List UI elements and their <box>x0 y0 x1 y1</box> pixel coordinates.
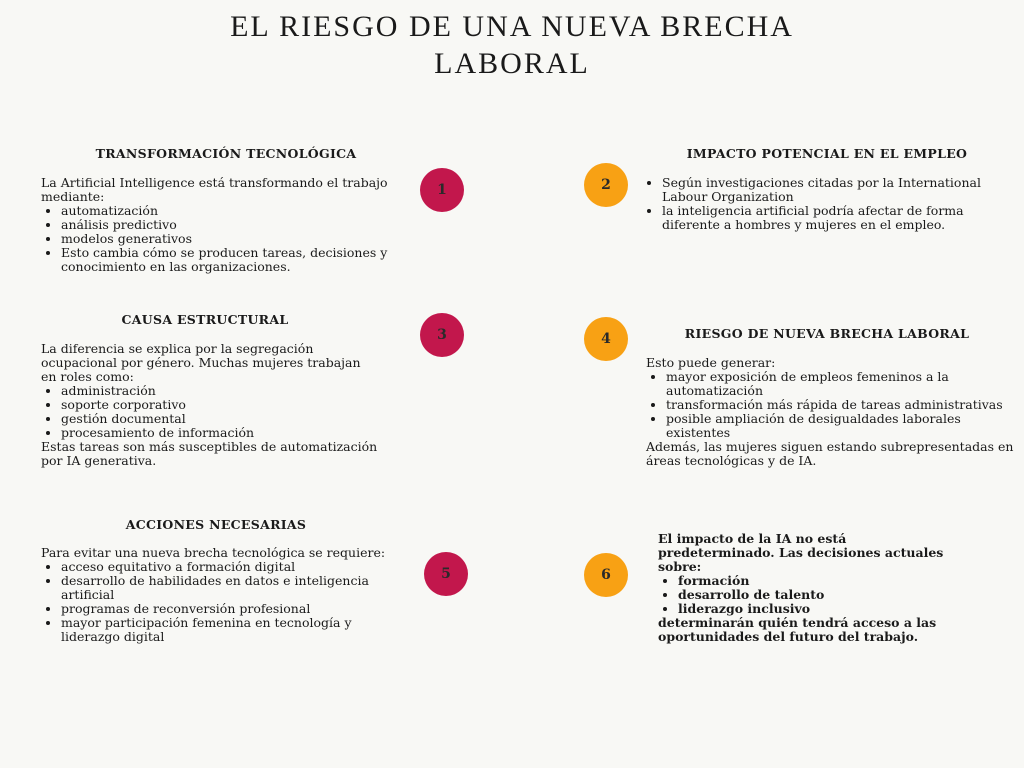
step-badge-3: 3 <box>420 313 464 357</box>
section-1-list <box>41 204 401 274</box>
list-item: • Según investigaciones citadas por la International Labour Organization <box>662 176 1002 204</box>
section-6-intro: El impacto de la IA no está predeterminado. Las decisiones actuales sobre: <box>658 531 944 574</box>
list-item: • desarrollo de habilidades en datos e inteligencia artificial <box>61 574 395 602</box>
section-6-list <box>658 574 958 616</box>
section-4-outro: Además, las mujeres siguen estando subrepresentadas en áreas tecnológicas y de IA. <box>646 439 1014 468</box>
section-1-body <box>41 176 401 274</box>
section-2-body <box>642 176 1002 232</box>
section-3-outro: Estas tareas son más susceptibles de automatización por IA generativa. <box>41 439 378 468</box>
list-item: • la inteligencia artificial podría afectar de forma diferente a hombres y mujeres en el empleo. <box>662 204 1002 232</box>
step-badge-1: 1 <box>420 168 464 212</box>
section-6-body <box>658 532 958 644</box>
list-item: • mayor participación femenina en tecnología y liderazgo digital <box>61 616 395 644</box>
step-badge-6: 6 <box>584 553 628 597</box>
step-badge-4: 4 <box>584 317 628 361</box>
section-3-body <box>41 342 379 468</box>
section-4-body <box>646 356 1014 468</box>
section-3-intro: La diferencia se explica por la segregación ocupacional por género. Muchas mujeres trabajan en roles como: <box>41 341 361 384</box>
section-2-list <box>642 176 1002 232</box>
step-badge-5: 5 <box>424 552 468 596</box>
section-5-list <box>41 560 395 644</box>
section-3-heading: CAUSA ESTRUCTURAL <box>121 312 289 327</box>
list-item: • liderazgo inclusivo <box>678 602 958 616</box>
list-item: • desarrollo de talento <box>678 588 958 602</box>
list-item: • automatización <box>61 204 401 218</box>
section-5-intro: Para evitar una nueva brecha tecnológica se requiere: <box>41 545 386 560</box>
list-item: • programas de reconversión profesional <box>61 602 395 616</box>
list-item: • procesamiento de información <box>61 426 379 440</box>
section-4-heading: RIESGO DE NUEVA BRECHA LABORAL <box>684 326 970 341</box>
section-6-outro: determinarán quién tendrá acceso a las oportunidades del futuro del trabajo. <box>658 615 937 644</box>
list-item: • acceso equitativo a formación digital <box>61 560 395 574</box>
list-item: • posible ampliación de desigualdades laborales existentes <box>666 412 1014 440</box>
step-badge-2: 2 <box>584 163 628 207</box>
section-4-list <box>646 370 1014 440</box>
page-title-line-2: LABORAL <box>434 47 590 80</box>
section-2-heading: IMPACTO POTENCIAL EN EL EMPLEO <box>686 146 968 161</box>
section-5-heading: ACCIONES NECESARIAS <box>125 517 307 532</box>
list-item: • transformación más rápida de tareas administrativas <box>666 398 1014 412</box>
section-1-heading: TRANSFORMACIÓN TECNOLÓGICA <box>95 146 357 161</box>
section-5-body <box>41 546 395 644</box>
list-item: • análisis predictivo <box>61 218 401 232</box>
section-1-intro: La Artificial Intelligence está transformando el trabajo mediante: <box>41 175 388 204</box>
list-item: • Esto cambia cómo se producen tareas, decisiones y conocimiento en las organizaciones. <box>61 246 401 274</box>
section-3-list <box>41 384 379 440</box>
page-title <box>0 8 1024 82</box>
list-item: • modelos generativos <box>61 232 401 246</box>
list-item: • gestión documental <box>61 412 379 426</box>
list-item: • formación <box>678 574 958 588</box>
page-title-line-1: EL RIESGO DE UNA NUEVA BRECHA <box>230 10 794 43</box>
list-item: • mayor exposición de empleos femeninos a la automatización <box>666 370 1014 398</box>
list-item: • administración <box>61 384 379 398</box>
list-item: • soporte corporativo <box>61 398 379 412</box>
section-4-intro: Esto puede generar: <box>646 355 776 370</box>
